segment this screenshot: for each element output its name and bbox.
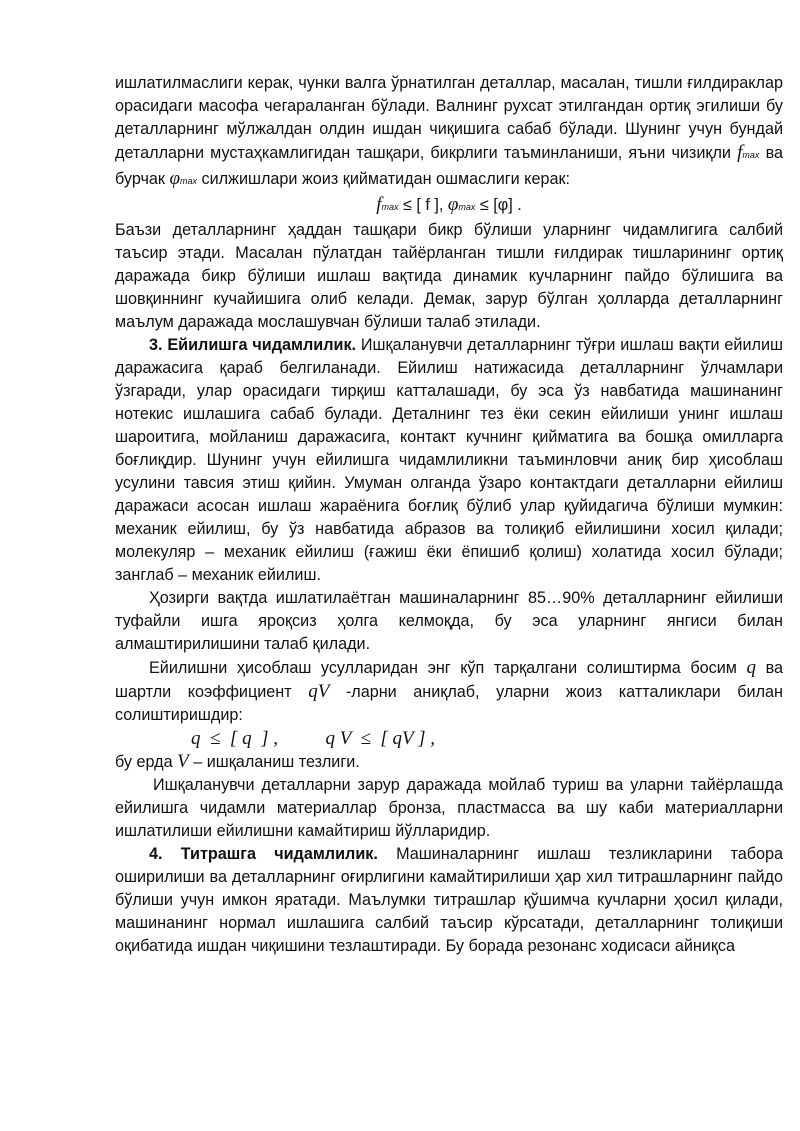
formula-relation: ≤ [ f ], <box>398 196 448 214</box>
paragraph-wear-resistance <box>115 334 783 587</box>
paragraph-stiffness-intro <box>115 72 783 193</box>
symbol-phi: φ <box>169 168 181 189</box>
section-heading: 3. Ейилишга чидамлилик. <box>149 336 357 354</box>
paragraph-wear-statistics: Ҳозирги вақтда ишлатилаётган машиналарнинг 85…90% деталларнинг ейилиши туфайли ишга яроқсиз ҳолга келмоқда, бу эса уларнинг янгиси билан алмаштирилишини талаб қилади. <box>115 589 783 653</box>
paragraph-text: ишлатилмаслиги керак, чунки валга ўрнатилган деталлар, масалан, тишли ғилдираклар орасидаги масофа чегараланган бўлади. Валнинг рухсат этилгандан ортиқ эгилиши бу деталларнинг мўлжалдан олдин ишдан чиқишига сабаб бўлади. Шунинг учун бундай деталларни мустаҳкамлигидан ташқари, бикрлиги таъминланиши, яъни чизиқли <box>115 74 783 162</box>
document-page <box>115 72 783 958</box>
paragraph-wear-calculation <box>115 656 783 727</box>
paragraph-text: бу ерда <box>115 753 178 771</box>
section-heading: 4. Титрашга чидамлилик. <box>149 845 378 863</box>
paragraph-text: – ишқаланиш тезлиги. <box>188 753 360 771</box>
symbol-f: f <box>376 194 382 215</box>
formula-wear: q ≤ [ q ] , q V ≤ [ qV ] , <box>191 728 435 749</box>
paragraph-text: ва шартли коэффициент <box>115 659 783 701</box>
paragraph-text: ва бурчак <box>115 144 783 188</box>
symbol-q: q <box>746 657 756 678</box>
symbol-f: f <box>737 142 743 163</box>
paragraph-text: Ейилишни ҳисоблаш усулларидан энг кўп тарқалгани солиштирма босим <box>149 659 747 677</box>
formula-relation: ≤ [φ] . <box>475 196 522 214</box>
formula-stiffness <box>115 193 783 219</box>
paragraph-lubrication: Ишқаланувчи деталларни зарур даражада мойлаб туриш ва уларни тайёрлашда ейилишга чидамли материаллар бронза, пластмасса ва шу каби материалларни ишлатилиши ейилишни камайтириш йўлларидир. <box>115 776 783 840</box>
paragraph-velocity-note <box>115 750 783 774</box>
subscript-max: max <box>742 150 760 160</box>
paragraph-text: Машиналарнинг ишлаш тезликларини табора оширилиши ва деталларнинг оғирлигини камайтирилиши ҳар хил титрашларнинг пайдо бўлиши учун имкон яратади. Маълумки титрашлар қўшимча кучларни ҳосил қилади, машинанинг нормал ишлашига салбий таъсир кўрсатади, деталларнинг толиқиши оқибатида ишдан чиқишини тезлаштиради. Бу борада резонанс ходисаси айниқса <box>115 845 783 955</box>
subscript-max: max <box>381 202 399 212</box>
paragraph-text: -ларни аниқлаб, уларни жоиз катталиклари билан солиштиришдир: <box>115 683 783 724</box>
paragraph-vibration-resistance <box>115 843 783 958</box>
symbol-phi: φ <box>447 194 459 215</box>
paragraph-excess-stiffness: Баъзи деталларнинг ҳаддан ташқари бикр бўлиши уларнинг чидамлигига салбий таъсир этади. Масалан пўлатдан тайёрланган тишли ғилдирак тишларининг ортиқ даражада бикр бўлиши ишлаш вақтида динамик кучларнинг пайдо бўлишига ва шовқиннинг кучайишига олиб келади. Демак, зарур бўлган ҳолларда деталларнинг маълум даражада мослашувчан бўлиши талаб этилади. <box>115 221 783 331</box>
symbol-qv: qV <box>308 681 330 702</box>
subscript-max: max <box>180 176 198 186</box>
paragraph-text: Ишқаланувчи деталларнинг тўғри ишлаш вақти ейилиш даражасига қараб белгиланади. Ейилиш натижасида деталларнинг ўлчамлари ўзгаради, улар орасидаги тирқиш катталашади, бу эса ўз навбатида машинанинг нотекис ишлашига сабаб булади. Деталнинг тез ёки секин ейилиши унинг ишлаш шароитига, мойланиш даражасига, контакт кучнинг қийматига ва бошқа омилларга боғлиқдир. Шунинг учун ейилишга чидамлиликни таъминловчи аниқ бир ҳисоблаш усулини тавсия этиш қийин. Умуман олганда ўзаро контактдаги деталларни ейилиш даражаси асосан ишлаш жараёнига боғлиқ бўлиб улар қуйидагича бўлиши мумкин: механик ейилиш, бу ўз навбатида абразов ва толиқиб ейилишини хосил қилади; молекуляр – механик ейилиш (ғажиш ёки ёпишиб қолиш) холатида хосил бўлади; занглаб – механик ейилиш. <box>115 336 783 584</box>
symbol-v: V <box>177 751 189 772</box>
paragraph-text: силжишлари жоиз қийматидан ошмаслиги керак: <box>197 170 571 188</box>
subscript-max: max <box>458 202 476 212</box>
